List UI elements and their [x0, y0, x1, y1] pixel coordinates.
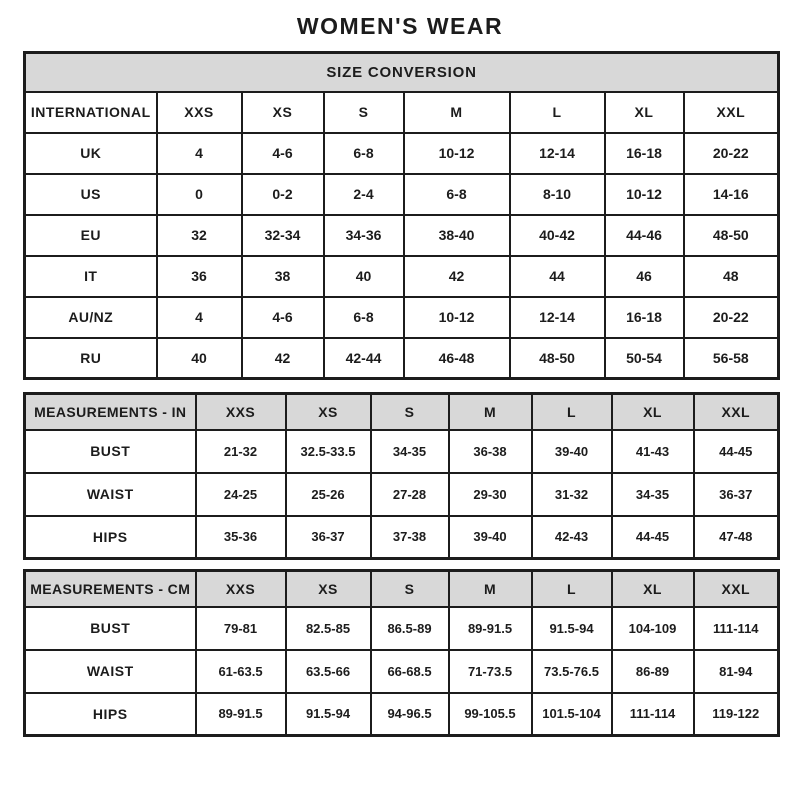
table-cell: 0	[157, 174, 242, 215]
table-cell: 16-18	[605, 297, 684, 338]
table-cell: 38-40	[404, 215, 510, 256]
table-cell: 38	[242, 256, 324, 297]
table-cell: 36-37	[286, 516, 371, 559]
table-cell: 29-30	[449, 473, 532, 516]
table-cell: 6-8	[404, 174, 510, 215]
row-label: US	[25, 174, 157, 215]
column-header: S	[371, 394, 449, 430]
column-header: XXL	[694, 571, 779, 607]
table-cell: 8-10	[510, 174, 605, 215]
column-header: XXS	[157, 92, 242, 133]
table-cell: 34-36	[324, 215, 404, 256]
table-cell: 48-50	[510, 338, 605, 379]
column-header: XL	[612, 571, 694, 607]
table-cell: 27-28	[371, 473, 449, 516]
table-cell: 111-114	[612, 693, 694, 736]
table-cell: 71-73.5	[449, 650, 532, 693]
column-header: XL	[612, 394, 694, 430]
table-cell: 6-8	[324, 297, 404, 338]
table-cell: 20-22	[684, 133, 779, 174]
table-cell: 10-12	[404, 297, 510, 338]
table-cell: 94-96.5	[371, 693, 449, 736]
table-title-row	[25, 53, 779, 92]
table-cell: 61-63.5	[196, 650, 286, 693]
table-cell: 6-8	[324, 133, 404, 174]
table-cell: 37-38	[371, 516, 449, 559]
table-cell: 101.5-104	[532, 693, 612, 736]
table-row	[25, 473, 779, 516]
table-cell: 24-25	[196, 473, 286, 516]
table-cell: 81-94	[694, 650, 779, 693]
table-cell: 14-16	[684, 174, 779, 215]
table-cell: 20-22	[684, 297, 779, 338]
header-row	[25, 571, 779, 607]
table-title: MEASUREMENTS - IN	[25, 394, 196, 430]
table-cell: 31-32	[532, 473, 612, 516]
table-cell: 89-91.5	[449, 607, 532, 650]
table-row	[25, 607, 779, 650]
table-row	[25, 256, 779, 297]
table-cell: 4-6	[242, 297, 324, 338]
table-cell: 56-58	[684, 338, 779, 379]
table-title: SIZE CONVERSION	[25, 53, 779, 92]
table-cell: 4	[157, 133, 242, 174]
measurements-cm-table	[23, 569, 780, 737]
table-cell: 36	[157, 256, 242, 297]
table-cell: 47-48	[694, 516, 779, 559]
table-cell: 35-36	[196, 516, 286, 559]
table-row	[25, 693, 779, 736]
row-label: IT	[25, 256, 157, 297]
row-label: WAIST	[25, 650, 196, 693]
table-cell: 119-122	[694, 693, 779, 736]
table-cell: 10-12	[605, 174, 684, 215]
table-cell: 32.5-33.5	[286, 430, 371, 473]
table-cell: 40-42	[510, 215, 605, 256]
column-header: S	[324, 92, 404, 133]
table-cell: 63.5-66	[286, 650, 371, 693]
table-cell: 40	[157, 338, 242, 379]
row-label: BUST	[25, 607, 196, 650]
table-cell: 48	[684, 256, 779, 297]
page-title: WOMEN'S WEAR	[296, 13, 504, 39]
table-cell: 42	[242, 338, 324, 379]
column-header: XS	[286, 394, 371, 430]
table-cell: 42-43	[532, 516, 612, 559]
table-cell: 40	[324, 256, 404, 297]
column-header: XXS	[196, 571, 286, 607]
table-row	[25, 215, 779, 256]
table-row	[25, 297, 779, 338]
table-cell: 99-105.5	[449, 693, 532, 736]
table-cell: 89-91.5	[196, 693, 286, 736]
table-cell: 36-38	[449, 430, 532, 473]
column-header: XL	[605, 92, 684, 133]
table-cell: 44	[510, 256, 605, 297]
table-cell: 25-26	[286, 473, 371, 516]
table-row	[25, 338, 779, 379]
table-cell: 4	[157, 297, 242, 338]
column-header: M	[449, 394, 532, 430]
column-header: L	[532, 571, 612, 607]
table-cell: 42	[404, 256, 510, 297]
table-cell: 50-54	[605, 338, 684, 379]
table-cell: 46-48	[404, 338, 510, 379]
column-header: L	[510, 92, 605, 133]
column-header: INTERNATIONAL	[25, 92, 157, 133]
column-header: M	[449, 571, 532, 607]
table-cell: 73.5-76.5	[532, 650, 612, 693]
table-cell: 2-4	[324, 174, 404, 215]
column-header: XXL	[694, 394, 779, 430]
table-cell: 32-34	[242, 215, 324, 256]
row-label: AU/NZ	[25, 297, 157, 338]
column-header: XS	[286, 571, 371, 607]
column-header: L	[532, 394, 612, 430]
row-label: BUST	[25, 430, 196, 473]
table-cell: 42-44	[324, 338, 404, 379]
measurements-in-table	[23, 392, 780, 560]
header-row	[25, 394, 779, 430]
table-row	[25, 430, 779, 473]
table-row	[25, 516, 779, 559]
table-row	[25, 133, 779, 174]
table-cell: 32	[157, 215, 242, 256]
table-cell: 111-114	[694, 607, 779, 650]
table-cell: 91.5-94	[532, 607, 612, 650]
size-conversion-table	[23, 51, 780, 380]
table-cell: 4-6	[242, 133, 324, 174]
row-label: HIPS	[25, 516, 196, 559]
column-header: XXS	[196, 394, 286, 430]
table-cell: 104-109	[612, 607, 694, 650]
header-row	[25, 92, 779, 133]
table-cell: 46	[605, 256, 684, 297]
table-title: MEASUREMENTS - CM	[25, 571, 196, 607]
table-cell: 44-45	[694, 430, 779, 473]
table-cell: 0-2	[242, 174, 324, 215]
table-cell: 44-46	[605, 215, 684, 256]
table-cell: 82.5-85	[286, 607, 371, 650]
table-cell: 16-18	[605, 133, 684, 174]
table-cell: 91.5-94	[286, 693, 371, 736]
table-cell: 48-50	[684, 215, 779, 256]
table-cell: 66-68.5	[371, 650, 449, 693]
row-label: WAIST	[25, 473, 196, 516]
column-header: XS	[242, 92, 324, 133]
table-cell: 34-35	[371, 430, 449, 473]
table-cell: 86.5-89	[371, 607, 449, 650]
row-label: EU	[25, 215, 157, 256]
column-header: XXL	[684, 92, 779, 133]
table-cell: 12-14	[510, 297, 605, 338]
table-cell: 86-89	[612, 650, 694, 693]
table-cell: 41-43	[612, 430, 694, 473]
table-cell: 21-32	[196, 430, 286, 473]
table-row	[25, 650, 779, 693]
table-cell: 36-37	[694, 473, 779, 516]
row-label: HIPS	[25, 693, 196, 736]
table-cell: 39-40	[449, 516, 532, 559]
table-cell: 44-45	[612, 516, 694, 559]
row-label: RU	[25, 338, 157, 379]
column-header: S	[371, 571, 449, 607]
table-cell: 39-40	[532, 430, 612, 473]
table-cell: 34-35	[612, 473, 694, 516]
row-label: UK	[25, 133, 157, 174]
table-cell: 79-81	[196, 607, 286, 650]
column-header: M	[404, 92, 510, 133]
table-cell: 10-12	[404, 133, 510, 174]
table-cell: 12-14	[510, 133, 605, 174]
table-row	[25, 174, 779, 215]
